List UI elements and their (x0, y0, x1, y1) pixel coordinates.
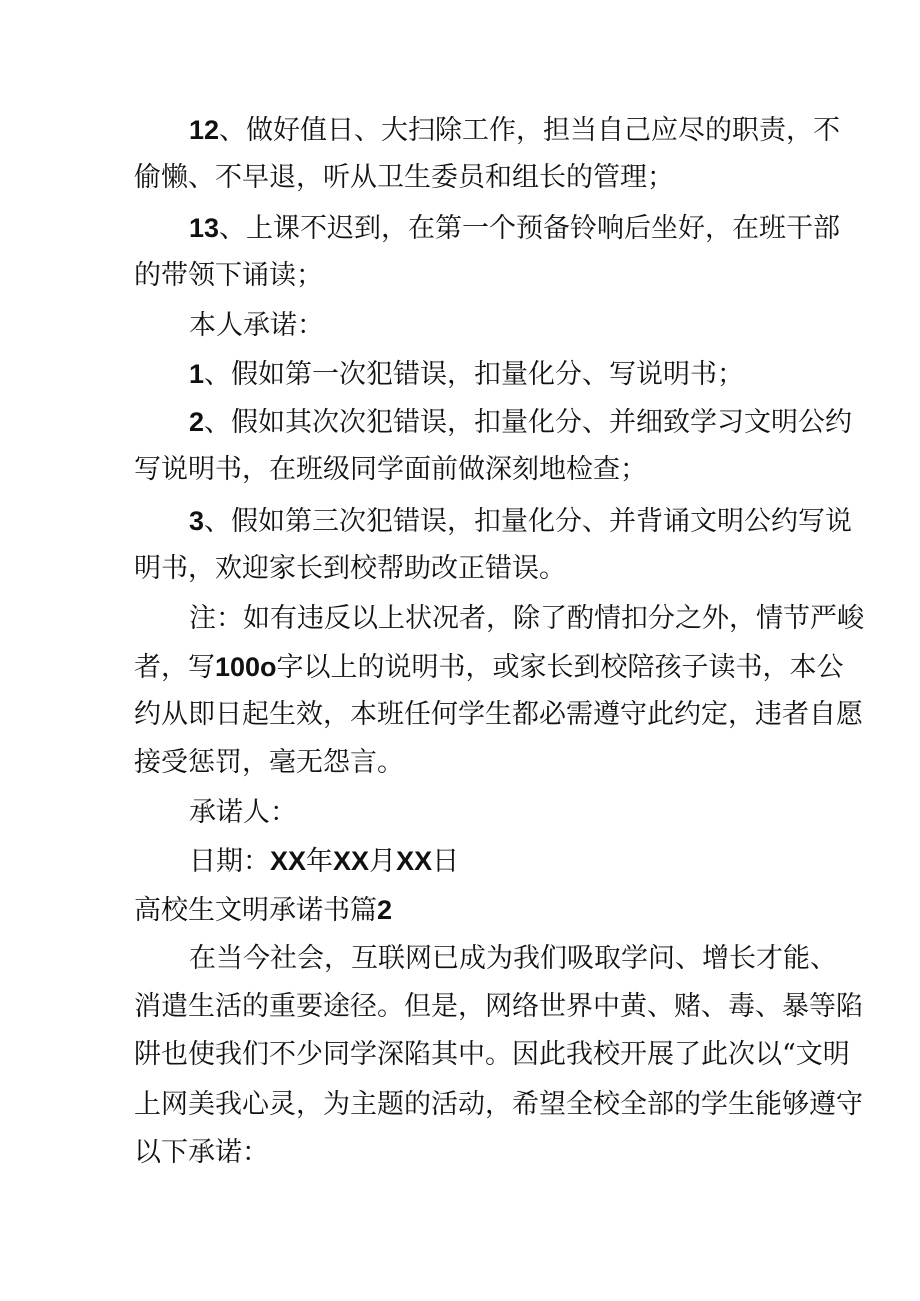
section-2-para-line-4: 上网美我心灵，为主题的活动，希望全校全部的学生能够遵守 (134, 1089, 863, 1120)
promise-text: 、假如第三次犯错误，扣量化分、并背诵文明公约写说 (204, 506, 853, 537)
item-text: 、上课不迟到，在第一个预备铃响后坐好，在班干部 (219, 213, 841, 244)
item-text: 、做好值日、大扫除工作，担当自己应尽的职责，不 (219, 115, 841, 146)
note-line-4: 接受惩罚，毫无怨言。 (134, 747, 404, 778)
section-2-para-line-3: 阱也使我们不少同学深陷其中。因此我校开展了此次以“文明 (134, 1039, 850, 1070)
note-line-3: 约从即日起生效，本班任何学生都必需遵守此约定，违者自愿 (134, 699, 863, 730)
promise-3-line-2: 明书，欢迎家长到校帮助改正错误。 (134, 553, 566, 584)
date-month: XX (333, 846, 370, 876)
date-label: 日期： (189, 846, 270, 877)
item-13-line-1 (0, 210, 920, 247)
section-title-text: 高校生文明承诺书篇 (134, 895, 377, 926)
promise-number: 3 (189, 506, 205, 536)
section-title-number: 2 (377, 895, 393, 925)
date-year: XX (270, 846, 307, 876)
promise-number: 1 (189, 359, 205, 389)
promise-1-line-1 (0, 356, 920, 393)
promise-text: 、假如第一次犯错误，扣量化分、写说明书； (204, 359, 745, 390)
note-text: 字以上的说明书，或家长到校陪孩子读书，本公 (276, 652, 844, 683)
item-12-line-1 (0, 112, 920, 149)
item-number: 12 (189, 115, 220, 145)
section-2-para-line-5: 以下承诺： (134, 1137, 269, 1168)
note-line-1: 注：如有违反以上状况者，除了酌情扣分之外，情节严峻 (189, 603, 864, 634)
promise-text: 、假如其次次犯错误，扣量化分、并细致学习文明公约 (204, 407, 853, 438)
promise-2-line-1 (0, 404, 920, 441)
promise-3-line-1 (0, 503, 920, 540)
note-line-2 (0, 649, 920, 686)
section-2-para-line-2: 消遣生活的重要途径。但是，网络世界中黄、赌、毒、暴等陷 (134, 991, 863, 1022)
date-month-char: 月 (369, 846, 397, 877)
note-text: 者，写 (134, 652, 215, 683)
date-day-char: 日 (432, 846, 460, 877)
promise-2-line-2: 写说明书，在班级同学面前做深刻地检查； (134, 454, 647, 485)
section-2-title (0, 892, 920, 929)
date-day: XX (396, 846, 433, 876)
promise-number: 2 (189, 407, 205, 437)
promise-heading: 本人承诺： (189, 310, 324, 341)
item-13-line-2: 的带领下诵读； (134, 260, 323, 291)
note-number: 100o (215, 652, 277, 682)
item-12-line-2: 偷懒、不早退，听从卫生委员和组长的管理； (134, 162, 674, 193)
item-number: 13 (189, 213, 220, 243)
date-year-char: 年 (306, 846, 334, 877)
section-2-para-line-1: 在当今社会，互联网已成为我们吸取学问、增长才能、 (189, 943, 837, 974)
signer-label: 承诺人： (189, 797, 297, 828)
date-line (0, 843, 920, 880)
